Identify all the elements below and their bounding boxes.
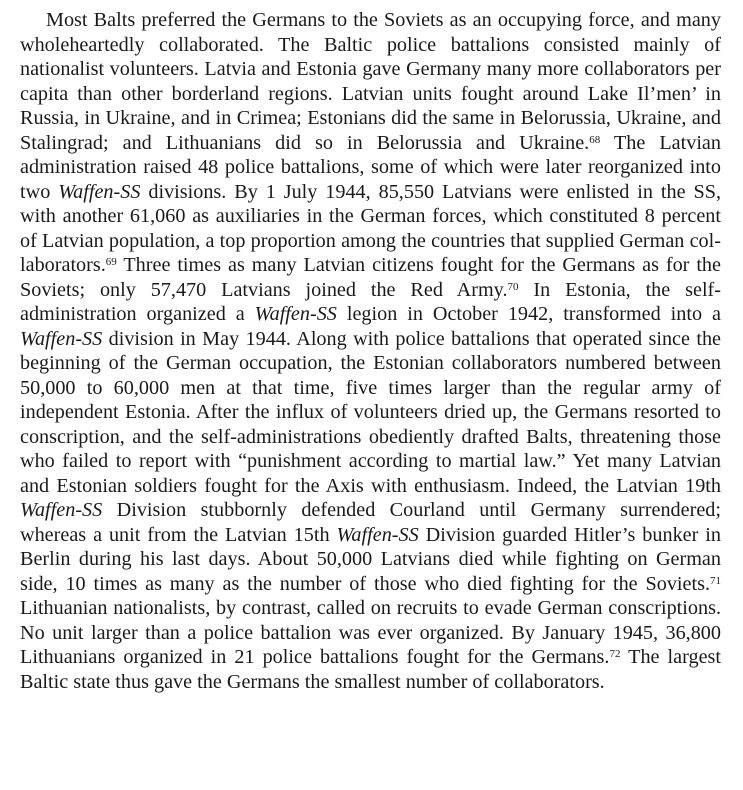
text-segment: In Estonia, the self-administration organized a xyxy=(20,278,721,325)
footnote-ref-70[interactable]: 70 xyxy=(507,280,519,293)
text-segment: divisions. By 1 July 1944, 85,550 Latvians were enlisted in the SS, with another 61,060 as auxiliaries in the German forces, which constituted 8 percent of Latvian population, a top proportion among the countries that supplied German collaborators. xyxy=(20,180,721,276)
text-segment: legion in October 1942, transformed into a xyxy=(336,303,721,325)
footnote-ref-69[interactable]: 69 xyxy=(105,256,117,268)
emphasis-waffen-ss: Waffen-SS xyxy=(58,180,141,203)
footnote-ref-72[interactable]: 72 xyxy=(609,648,621,660)
text-segment: Lithuanian nationalists, by contrast, called on recruits to evade German conscriptions. No unit larger than a police battalion was ever organized. By January 1945, 36,800 Lithuanians organized in 21 police battalions fought for the Germans. xyxy=(20,597,721,668)
footnote-ref-71[interactable]: 71 xyxy=(710,574,721,587)
text-segment: Most Balts preferred the Germans to the Soviets as an occupying force, and many wholeheartedly collaborated. The Baltic police battalions consisted mainly of nationalist volunteers. Latvia and Estonia gave Germany many more collaborators per capita than other borderland regions. Latvian units fought around Lake Il’men’ in Russia, in Ukraine, and in Crimea; Estonians did the same in Belorussia, Ukraine, and Stalingrad; and Lithuanians did so in Belorussia and Ukraine. xyxy=(20,9,721,154)
emphasis-waffen-ss: Waffen-SS xyxy=(20,327,103,350)
text-segment: The Latvian administration raised 48 police battalions, some of which were later reorganized into two xyxy=(20,131,721,203)
text-segment: Three times as many Latvian citizens fought for the Germans as for the Soviets; only 57,470 Latvians joined the Red Army. xyxy=(20,254,721,301)
emphasis-waffen-ss: Waffen-SS xyxy=(336,523,419,546)
text-segment: division in May 1944. Along with police battalions that operated since the beginning of the German occupation, the Estonian collaborators numbered between 50,000 to 60,000 men at that time, five times larger than the regular army of independent Estonia. After the influx of volunteers dried up, the Germans resorted to conscription, and the self-administrations obediently drafted Balts, threatening those who failed to report with “punishment according to martial law.” Yet many Latvian and Estonian soldiers fought for the Axis with enthusiasm. Indeed, the Latvian 19th xyxy=(20,327,721,497)
emphasis-waffen-ss: Waffen-SS xyxy=(254,303,337,325)
text-segment: Division guarded Hitler’s bunker in Berlin during his last days. About 50,000 Latvians died while fighting on German side, 10 times as many as the number of those who died fighting for the Soviets. xyxy=(20,523,721,595)
text-segment: Division stubbornly defended Courland until Germany surrendered; whereas a unit from the Latvian 15th xyxy=(20,499,721,546)
footnote-ref-68[interactable]: 68 xyxy=(589,133,601,146)
emphasis-waffen-ss: Waffen-SS xyxy=(20,499,103,521)
body-paragraph xyxy=(20,8,721,694)
text-segment: The largest Baltic state thus gave the Germans the smallest number of collaborators. xyxy=(20,646,722,693)
